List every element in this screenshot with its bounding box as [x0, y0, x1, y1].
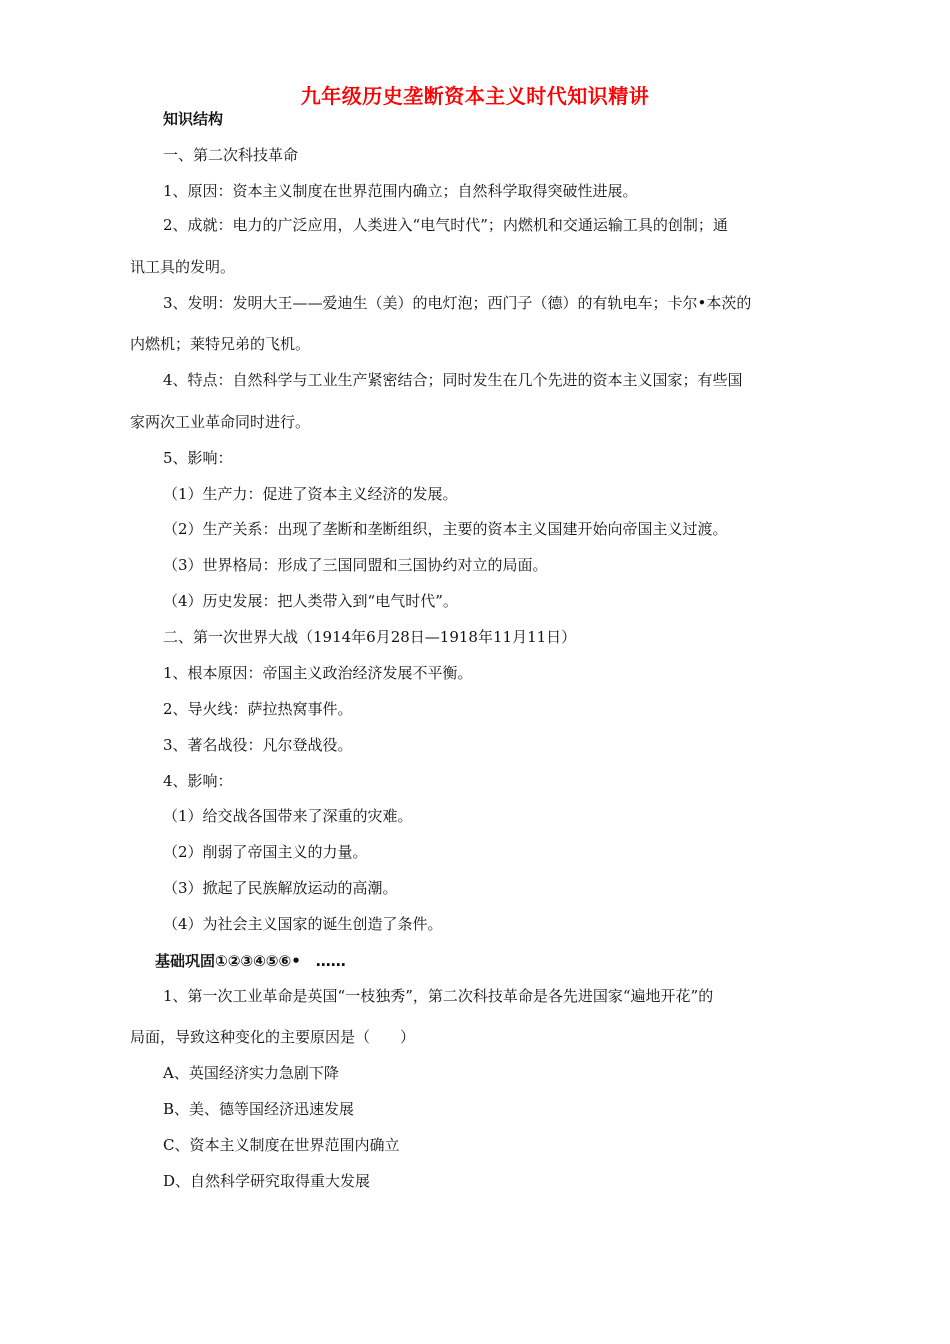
- section2-item-3: 3、著名战役：凡尔登战役。: [163, 736, 353, 754]
- structure-heading: 知识结构: [163, 110, 224, 128]
- exercise-heading: 基础巩固①②③④⑤⑥• ……: [155, 952, 346, 970]
- document-title: 九年级历史垄断资本主义时代知识精讲: [300, 84, 650, 108]
- section1-item-5: 5、影响：: [163, 449, 233, 467]
- option-c: C、资本主义制度在世界范围内确立: [163, 1136, 400, 1154]
- section2-item-4-2: （2）削弱了帝国主义的力量。: [163, 843, 368, 861]
- option-d: D、自然科学研究取得重大发展: [163, 1172, 371, 1190]
- section1-item-2-line2: 讯工具的发明。: [130, 258, 236, 276]
- section1-item-5-3: （3）世界格局：形成了三国同盟和三国协约对立的局面。: [163, 556, 548, 574]
- section2-item-4: 4、影响：: [163, 772, 233, 790]
- section1-item-4-line2: 家两次工业革命同时进行。: [130, 413, 311, 431]
- section1-item-5-2: （2）生产关系：出现了垄断和垄断组织，主要的资本主义国建开始向帝国主义过渡。: [163, 520, 728, 538]
- section1-heading: 一、第二次科技革命: [163, 146, 299, 164]
- section2-item-2: 2、导火线：萨拉热窝事件。: [163, 700, 353, 718]
- section1-item-2-line1: 2、成就：电力的广泛应用，人类进入“电气时代”；内燃机和交通运输工具的创制；通: [163, 216, 728, 234]
- section2-heading: 二、第一次世界大战（1914年6月28日—1918年11月11日）: [163, 628, 577, 646]
- section1-item-5-4: （4）历史发展：把人类带入到“电气时代”。: [163, 592, 458, 610]
- question-1-line1: 1、第一次工业革命是英国“一枝独秀”，第二次科技革命是各先进国家“遍地开花”的: [163, 987, 714, 1005]
- section1-item-3-line2: 内燃机；莱特兄弟的飞机。: [130, 335, 311, 353]
- section1-item-3-line1: 3、发明：发明大王——爱迪生（美）的电灯泡；西门子（德）的有轨电车；卡尔•本茨的: [163, 294, 752, 312]
- section2-item-4-4: （4）为社会主义国家的诞生创造了条件。: [163, 915, 443, 933]
- option-b: B、美、德等国经济迅速发展: [163, 1100, 355, 1118]
- section1-item-4-line1: 4、特点：自然科学与工业生产紧密结合；同时发生在几个先进的资本主义国家；有些国: [163, 371, 743, 389]
- question-1-line2: 局面，导致这种变化的主要原因是（ ）: [130, 1028, 416, 1046]
- option-a: A、英国经济实力急剧下降: [163, 1064, 339, 1082]
- section2-item-4-1: （1）给交战各国带来了深重的灾难。: [163, 807, 413, 825]
- section2-item-1: 1、根本原因：帝国主义政治经济发展不平衡。: [163, 664, 473, 682]
- section1-item-5-1: （1）生产力：促进了资本主义经济的发展。: [163, 485, 458, 503]
- section1-item-1: 1、原因：资本主义制度在世界范围内确立；自然科学取得突破性进展。: [163, 182, 638, 200]
- section2-item-4-3: （3）掀起了民族解放运动的高潮。: [163, 879, 398, 897]
